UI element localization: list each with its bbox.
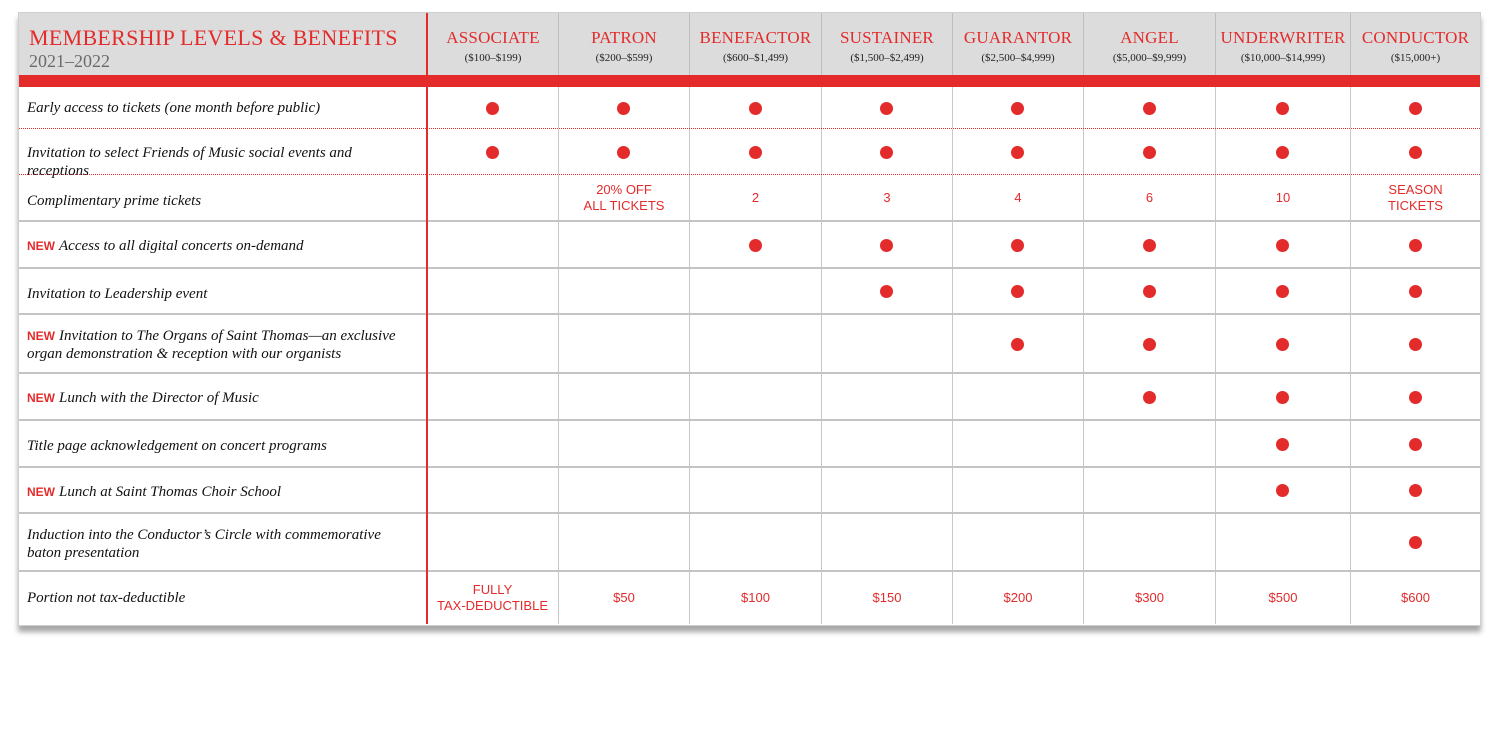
table-cell xyxy=(558,315,689,372)
table-cell xyxy=(952,421,1083,466)
table-row xyxy=(19,87,1480,129)
table-row xyxy=(19,421,1480,468)
table-cell xyxy=(952,514,1083,570)
table-cell xyxy=(427,421,558,466)
benefit-text: Access to all digital concerts on-demand xyxy=(59,238,304,254)
table-cell xyxy=(558,468,689,512)
table-cell xyxy=(952,572,1083,624)
level-header-6 xyxy=(1215,13,1350,75)
table-cell xyxy=(952,315,1083,372)
header-divider xyxy=(19,75,1480,87)
included-dot-icon xyxy=(1276,146,1289,159)
included-dot-icon xyxy=(880,102,893,115)
table-cell xyxy=(689,222,821,267)
level-range: ($2,500–$4,999) xyxy=(981,52,1055,64)
level-name: UNDERWRITER xyxy=(1220,28,1346,47)
cell-value: 3 xyxy=(883,189,891,205)
level-range: ($200–$599) xyxy=(595,52,653,64)
table-cell xyxy=(1350,374,1480,419)
level-header-3 xyxy=(821,13,952,75)
table-cell xyxy=(1215,468,1350,512)
table-row xyxy=(19,572,1480,624)
table-cell xyxy=(427,468,558,512)
table-cell xyxy=(1215,175,1350,220)
table-row xyxy=(19,315,1480,374)
included-dot-icon xyxy=(1409,391,1422,404)
table-cell xyxy=(1350,129,1480,174)
table-cell xyxy=(952,129,1083,174)
table-cell xyxy=(952,175,1083,220)
level-range: ($100–$199) xyxy=(464,52,522,64)
cell-value: 10 xyxy=(1275,189,1291,205)
table-cell xyxy=(1350,269,1480,313)
level-name: BENEFACTOR xyxy=(699,28,812,47)
included-dot-icon xyxy=(1276,239,1289,252)
table-cell xyxy=(689,269,821,313)
table-cell xyxy=(689,175,821,220)
table-cell xyxy=(952,222,1083,267)
included-dot-icon xyxy=(1409,536,1422,549)
benefit-label xyxy=(27,589,417,607)
table-cell xyxy=(1215,222,1350,267)
table-cell xyxy=(821,87,952,128)
table-cell xyxy=(558,572,689,624)
level-range: ($1,500–$2,499) xyxy=(850,52,924,64)
table-cell xyxy=(689,468,821,512)
included-dot-icon xyxy=(1011,338,1024,351)
included-dot-icon xyxy=(617,102,630,115)
table-cell xyxy=(821,374,952,419)
table-cell xyxy=(821,468,952,512)
level-name: CONDUCTOR xyxy=(1361,28,1470,47)
included-dot-icon xyxy=(1143,285,1156,298)
table-cell xyxy=(952,269,1083,313)
cell-value: $200 xyxy=(1003,590,1033,605)
table-cell xyxy=(427,129,558,174)
included-dot-icon xyxy=(1276,438,1289,451)
benefit-label xyxy=(27,237,417,255)
table-cell xyxy=(1083,129,1215,174)
table-cell xyxy=(1083,222,1215,267)
table-cell xyxy=(689,514,821,570)
included-dot-icon xyxy=(1276,338,1289,351)
cell-value: 6 xyxy=(1145,189,1154,205)
table-cell xyxy=(1215,572,1350,624)
level-header-0 xyxy=(427,13,558,75)
table-cell xyxy=(558,129,689,174)
cell-value: 2 xyxy=(751,189,760,205)
included-dot-icon xyxy=(1143,391,1156,404)
included-dot-icon xyxy=(1011,102,1024,115)
table-cell xyxy=(1083,421,1215,466)
table-cell xyxy=(1350,572,1480,624)
benefit-text: Invitation to The Organs of Saint Thomas—an exclusive organ demonstration & reception with our organists xyxy=(27,328,396,362)
included-dot-icon xyxy=(1143,239,1156,252)
benefit-text: Title page acknowledgement on concert programs xyxy=(27,438,327,454)
label-column-divider xyxy=(426,13,428,624)
table-cell xyxy=(821,222,952,267)
table-cell xyxy=(558,222,689,267)
table-cell xyxy=(427,315,558,372)
level-header-1 xyxy=(558,13,689,75)
page-title: MEMBERSHIP LEVELS & BENEFITS xyxy=(29,25,398,50)
included-dot-icon xyxy=(486,146,499,159)
table-cell xyxy=(1350,315,1480,372)
benefit-label xyxy=(27,483,417,501)
benefit-text: Invitation to Leadership event xyxy=(27,286,208,302)
level-name: ASSOCIATE xyxy=(446,28,540,47)
benefit-text: Portion not tax-deductible xyxy=(27,590,186,606)
benefit-label xyxy=(27,99,417,117)
table-cell xyxy=(1083,315,1215,372)
new-badge: NEW xyxy=(27,239,55,253)
included-dot-icon xyxy=(1409,484,1422,497)
table-cell xyxy=(1215,315,1350,372)
included-dot-icon xyxy=(880,239,893,252)
table-cell xyxy=(821,514,952,570)
table-cell xyxy=(1083,468,1215,512)
table-cell xyxy=(427,374,558,419)
included-dot-icon xyxy=(1011,285,1024,298)
new-badge: NEW xyxy=(27,485,55,499)
table-cell xyxy=(1350,514,1480,570)
benefit-label xyxy=(27,526,417,562)
table-cell xyxy=(1215,129,1350,174)
included-dot-icon xyxy=(1409,239,1422,252)
included-dot-icon xyxy=(617,146,630,159)
included-dot-icon xyxy=(1276,285,1289,298)
table-cell xyxy=(427,514,558,570)
level-header-7 xyxy=(1350,13,1480,75)
table-row xyxy=(19,468,1480,514)
table-cell xyxy=(1350,421,1480,466)
level-name: ANGEL xyxy=(1120,28,1179,47)
table-cell xyxy=(1350,87,1480,128)
cell-value: SEASON TICKETS xyxy=(1388,181,1443,213)
table-cell xyxy=(1083,175,1215,220)
table-row xyxy=(19,374,1480,421)
included-dot-icon xyxy=(1409,285,1422,298)
table-cell xyxy=(1083,374,1215,419)
included-dot-icon xyxy=(1409,438,1422,451)
benefit-label xyxy=(27,285,417,303)
benefit-text: Early access to tickets (one month before public) xyxy=(27,100,321,116)
level-name: GUARANTOR xyxy=(963,28,1073,47)
table-cell xyxy=(821,315,952,372)
table-cell xyxy=(1083,87,1215,128)
table-row xyxy=(19,269,1480,315)
table-cell xyxy=(558,87,689,128)
benefit-text: Lunch at Saint Thomas Choir School xyxy=(59,484,282,500)
benefit-label xyxy=(27,389,417,407)
table-cell xyxy=(689,374,821,419)
table-cell xyxy=(1215,269,1350,313)
table-cell xyxy=(558,269,689,313)
level-range: ($5,000–$9,999) xyxy=(1112,52,1187,64)
table-cell xyxy=(689,572,821,624)
table-header xyxy=(19,13,1480,75)
new-badge: NEW xyxy=(27,329,55,343)
table-cell xyxy=(427,572,558,624)
benefit-text: Induction into the Conductor’s Circle with commemorative baton presentation xyxy=(27,527,381,561)
table-cell xyxy=(1083,514,1215,570)
benefit-label xyxy=(27,327,417,363)
level-name: PATRON xyxy=(591,28,657,47)
table-cell xyxy=(1215,87,1350,128)
included-dot-icon xyxy=(749,146,762,159)
included-dot-icon xyxy=(1276,391,1289,404)
table-row xyxy=(19,222,1480,269)
included-dot-icon xyxy=(749,102,762,115)
new-badge: NEW xyxy=(27,391,55,405)
table-cell xyxy=(427,87,558,128)
benefit-text: Complimentary prime tickets xyxy=(27,193,202,209)
included-dot-icon xyxy=(1409,146,1422,159)
level-name: SUSTAINER xyxy=(840,28,934,47)
table-cell xyxy=(1215,514,1350,570)
table-cell xyxy=(821,269,952,313)
cell-value: 20% OFF ALL TICKETS xyxy=(583,181,665,213)
benefit-text: Invitation to select Friends of Music social events and receptions xyxy=(27,145,352,179)
table-cell xyxy=(689,421,821,466)
included-dot-icon xyxy=(1143,338,1156,351)
table-cell xyxy=(821,175,952,220)
included-dot-icon xyxy=(1276,102,1289,115)
level-header-2 xyxy=(689,13,821,75)
table-row xyxy=(19,514,1480,572)
table-cell xyxy=(689,129,821,174)
table-cell xyxy=(1350,222,1480,267)
cell-value: 4 xyxy=(1014,189,1022,205)
table-cell xyxy=(689,315,821,372)
included-dot-icon xyxy=(749,239,762,252)
level-range: ($10,000–$14,999) xyxy=(1240,52,1326,64)
included-dot-icon xyxy=(1143,102,1156,115)
included-dot-icon xyxy=(1409,338,1422,351)
table-cell xyxy=(821,572,952,624)
table-cell xyxy=(821,129,952,174)
included-dot-icon xyxy=(486,102,499,115)
table-cell xyxy=(952,374,1083,419)
table-cell xyxy=(952,468,1083,512)
included-dot-icon xyxy=(880,285,893,298)
benefit-text: Lunch with the Director of Music xyxy=(59,390,259,406)
table-cell xyxy=(1083,269,1215,313)
table-cell xyxy=(1350,175,1480,220)
table-cell xyxy=(1083,572,1215,624)
level-header-4 xyxy=(952,13,1083,75)
cell-value: $600 xyxy=(1401,590,1430,605)
table-cell xyxy=(1215,421,1350,466)
included-dot-icon xyxy=(1011,239,1024,252)
included-dot-icon xyxy=(1011,146,1024,159)
table-cell xyxy=(952,87,1083,128)
benefit-label xyxy=(27,192,417,210)
table-cell xyxy=(821,421,952,466)
membership-table xyxy=(18,12,1481,626)
table-cell xyxy=(558,421,689,466)
level-range: ($15,000+) xyxy=(1390,52,1441,64)
cell-value: $300 xyxy=(1135,590,1164,605)
cell-value: $100 xyxy=(741,590,770,605)
table-cell xyxy=(427,175,558,220)
included-dot-icon xyxy=(1143,146,1156,159)
table-row xyxy=(19,175,1480,222)
season-years: 2021–2022 xyxy=(29,51,110,71)
included-dot-icon xyxy=(1276,484,1289,497)
table-cell xyxy=(427,222,558,267)
cell-value: $50 xyxy=(613,590,635,605)
table-cell xyxy=(558,175,689,220)
level-header-5 xyxy=(1083,13,1215,75)
included-dot-icon xyxy=(880,146,893,159)
table-cell xyxy=(558,374,689,419)
level-range: ($600–$1,499) xyxy=(722,52,789,64)
table-cell xyxy=(1215,374,1350,419)
table-cell xyxy=(427,269,558,313)
benefit-label xyxy=(27,437,417,455)
included-dot-icon xyxy=(1409,102,1422,115)
cell-value: $150 xyxy=(872,590,902,605)
table-cell xyxy=(558,514,689,570)
table-cell xyxy=(1350,468,1480,512)
table-row xyxy=(19,129,1480,179)
cell-value: $500 xyxy=(1268,590,1298,605)
cell-value: FULLY TAX-DEDUCTIBLE xyxy=(437,582,548,613)
table-cell xyxy=(689,87,821,128)
